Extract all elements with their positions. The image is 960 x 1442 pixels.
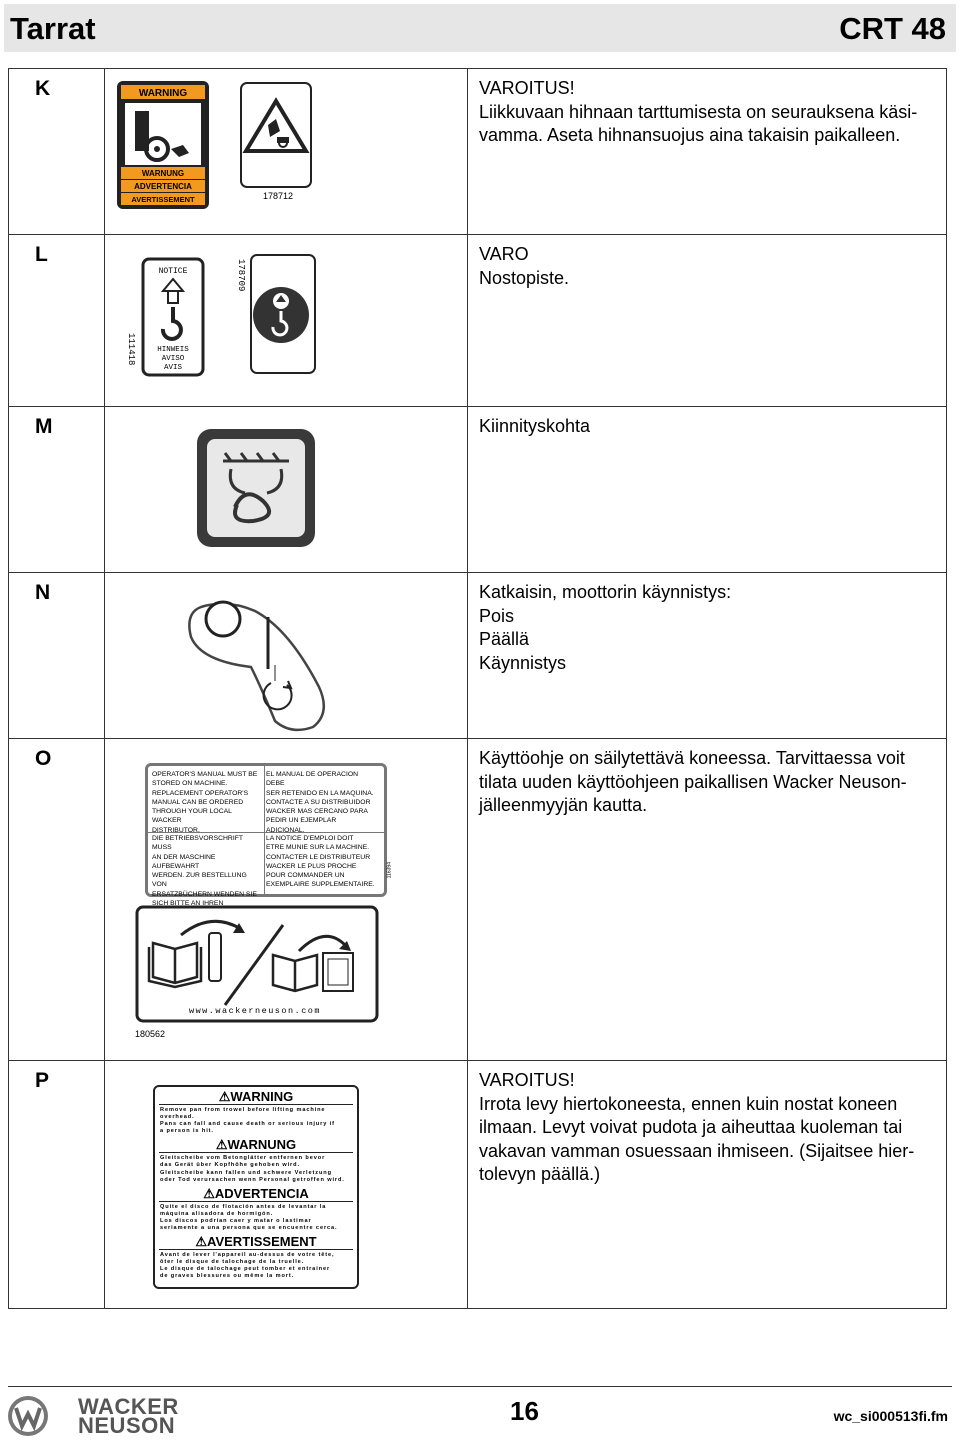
decal-k-warning: WARNING	[138, 88, 188, 99]
decal-k-avertissement: AVERTISSEMENT	[131, 195, 195, 204]
page-title: Tarrat	[10, 11, 96, 46]
decal-table	[8, 68, 947, 1309]
desc-line: vakavan vamman osuessaan ihmiseen. (Sijaitsee hier-	[479, 1140, 915, 1161]
manual-de-text: DIE BETRIEBSVORSCHRIFT MUSS AN DER MASCHINE AUFBEWAHRT WERDEN. ZUR BESTELLUNG VON ERSATZBÜCHERN WENDEN SIE SICH BITTE AN IHREN	[152, 835, 257, 908]
manual-es-text: EL MANUAL DE OPERACION DEBE SER RETENIDO EN LA MAQUINA. CONTACTE A SU DISTRIBUIDOR WACKER MAS CERCANO PARA PEDIR UN EJEMPLAR ADICIONAL.	[266, 771, 374, 834]
row-description	[468, 235, 947, 407]
warning-triangle-icon: ⚠	[195, 1234, 208, 1250]
row-letter: N	[9, 573, 105, 739]
p-warning-heading	[159, 1090, 353, 1105]
row-description	[468, 739, 947, 1061]
decal-l-notice: NOTICE	[158, 267, 188, 276]
warning-triangle-icon: ⚠	[203, 1185, 215, 1201]
table-row	[9, 407, 947, 573]
decal-k-warnung: WARNUNG	[141, 169, 185, 178]
decal-l-aviso: AVISO	[161, 355, 185, 363]
desc-line: Nostopiste.	[479, 267, 570, 288]
pan-lift-warning-decal	[153, 1085, 359, 1289]
brand-line-1: WACKER	[78, 1394, 179, 1419]
decal-l-part-no-2: 178709	[236, 259, 246, 292]
decal-k-cell	[105, 69, 468, 235]
decal-n-cell	[105, 573, 468, 739]
decal-k-part-no: 178712	[263, 191, 294, 201]
row-letter: M	[9, 407, 105, 573]
desc-line: VARO	[479, 244, 529, 264]
manual-storage-decal	[145, 763, 392, 908]
row-description	[468, 407, 947, 573]
desc-line: Kiinnityskohta	[479, 416, 591, 436]
row-description	[468, 69, 947, 235]
p-advertencia-heading	[159, 1187, 353, 1202]
desc-line: Katkaisin, moottorin käynnistys:	[479, 582, 732, 602]
row-description	[468, 1061, 947, 1309]
p-avertissement-title: AVERTISSEMENT	[207, 1234, 317, 1250]
p-warnung-text: Gleitscheibe vom Betonglätter entfernen bevor das Gerät über Kopfhöhe gehoben wird. Gleitscheibe kann fallen und schwere Verletzung oder Tod verursachen wenn Personal getroffen wird.	[160, 1155, 345, 1183]
desc-line: VAROITUS!	[479, 1070, 575, 1090]
table-row	[9, 235, 947, 407]
model-name: CRT 48	[839, 11, 946, 46]
manual-pictogram-decal	[133, 903, 383, 1041]
manual-part-no: 180562	[135, 1029, 166, 1039]
decal-l-part-no-1: 111418	[126, 333, 136, 366]
desc-line: VAROITUS!	[479, 78, 575, 98]
p-warnung-heading	[159, 1138, 353, 1153]
file-name: wc_si000513fi.fm	[833, 1408, 948, 1424]
lifting-point-decals	[105, 235, 467, 401]
decal-l-cell	[105, 235, 468, 407]
desc-line: Käyttöohje on säilytettävä koneessa. Tarvittaessa voit	[479, 748, 905, 768]
manual-side-no: 116394	[386, 862, 392, 879]
table-row	[9, 69, 947, 235]
wacker-neuson-logo-icon	[6, 1394, 50, 1438]
desc-line: Pois	[479, 605, 515, 626]
manual-fr-text: LA NOTICE D'EMPLOI DOIT ETRE MUNIE SUR LA MACHINE. CONTACTER LE DISTRIBUTEUR WACKER LE PLUS PROCHE POUR COMMANDER UN EXEMPLAIRE SUPPLEMENTAIRE.	[266, 835, 375, 889]
desc-line: Irrota levy hiertokoneesta, ennen kuin nostat koneen	[479, 1093, 898, 1114]
manual-url: www.wackerneuson.com	[188, 1006, 322, 1016]
p-advertencia-title: ADVERTENCIA	[214, 1185, 309, 1201]
decal-l-hinweis: HINWEIS	[157, 346, 189, 354]
tie-down-decal	[105, 407, 467, 567]
row-letter: O	[9, 739, 105, 1061]
manual-en-text: OPERATOR'S MANUAL MUST BE STORED ON MACHINE. REPLACEMENT OPERATOR'S MANUAL CAN BE ORDERED THROUGH YOUR LOCAL WACKER DISTRIBUTOR.	[152, 771, 258, 834]
table-row	[9, 739, 947, 1061]
desc-line: tilata uuden käyttöohjeen paikallisen Wacker Neuson-	[479, 771, 907, 792]
desc-line: tolevyn päällä.)	[479, 1164, 601, 1184]
belt-warning-decal	[105, 69, 467, 229]
footer-divider	[8, 1386, 952, 1387]
p-warning-title: WARNING	[230, 1089, 294, 1104]
decal-m-cell	[105, 407, 468, 573]
row-letter: K	[9, 69, 105, 235]
p-avertissement-heading	[159, 1235, 353, 1250]
p-warning-text: Remove pan from trowel before lifting machine overhead. Pans can fall and cause death or serious injury if a person is hit.	[160, 1107, 335, 1135]
p-avertissement-text: Avant de lever l'appareil au-dessus de votre tête, ôter le disque de talochage de la truelle. Le disque de talochage peut tomber et entrainer de graves blessures ou même la mort.	[160, 1252, 335, 1280]
desc-line: Liikkuvaan hihnaan tarttumisesta on seurauksena käsi-	[479, 101, 918, 122]
row-letter: P	[9, 1061, 105, 1309]
decal-k-advertencia: ADVERTENCIA	[134, 182, 192, 191]
table-row	[9, 573, 947, 739]
warning-triangle-icon: ⚠	[215, 1137, 228, 1153]
p-warnung-title: WARNUNG	[227, 1137, 297, 1153]
off-icon	[206, 602, 240, 636]
table-row	[9, 1061, 947, 1309]
decal-l-avis: AVIS	[163, 364, 183, 372]
p-advertencia-text: Quite el disco de flotación antes de levantar la máquina alisadora de hormigón. Los discos podrían caer y matar o lastimar seriamente a una persona que se encuentre cerca.	[160, 1203, 338, 1232]
decal-p-cell	[105, 1061, 468, 1309]
decal-o-cell	[105, 739, 468, 1061]
row-description	[468, 573, 947, 739]
page-number: 16	[510, 1396, 539, 1426]
desc-line: jälleenmyyjän kautta.	[479, 795, 648, 815]
warning-triangle-icon: ⚠	[218, 1089, 231, 1104]
brand-logo-text	[78, 1394, 179, 1438]
brand-line-2: NEUSON	[78, 1413, 176, 1438]
desc-line: Päällä	[479, 629, 530, 649]
engine-switch-decal	[105, 573, 467, 733]
page-header	[4, 4, 956, 52]
desc-line: ilmaan. Levyt voivat pudota ja aiheuttaa kuoleman tai	[479, 1117, 903, 1137]
desc-line: Käynnistys	[479, 652, 567, 673]
row-letter: L	[9, 235, 105, 407]
desc-line: vamma. Aseta hihnansuojus aina takaisin paikalleen.	[479, 125, 901, 145]
